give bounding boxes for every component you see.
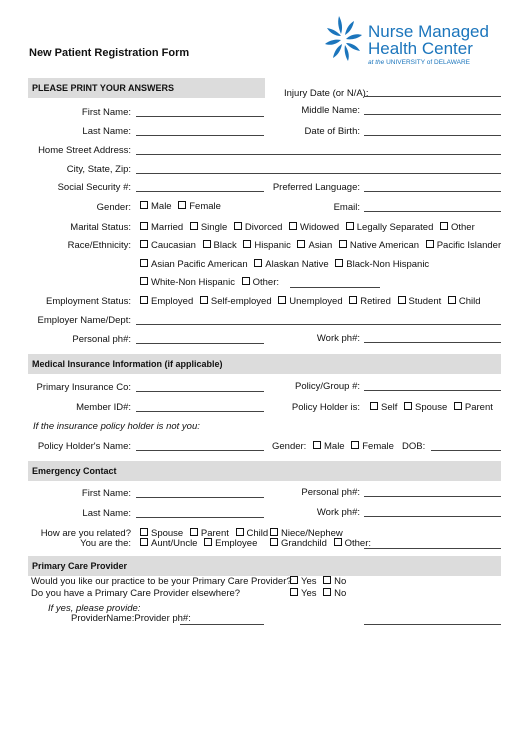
marital-label: Marital Status: (70, 222, 131, 233)
if-yes-label: If yes, please provide: (48, 603, 141, 614)
policy-group-field[interactable] (364, 390, 501, 391)
first-name-label: First Name: (81, 107, 131, 118)
last-name-field[interactable] (136, 135, 264, 136)
related-niece-checkbox[interactable]: Niece/Nephew (270, 528, 343, 539)
ssn-label: Social Security #: (57, 182, 131, 193)
section-header-emergency: Emergency Contact (28, 461, 501, 481)
ec-personal-field[interactable] (364, 496, 501, 497)
personal-ph-label: Personal ph#: (72, 334, 131, 345)
holder-name-field[interactable] (136, 450, 264, 451)
related-spouse-checkbox[interactable]: Spouse (140, 528, 183, 539)
employment-child-checkbox[interactable]: Child (448, 296, 481, 307)
holder-spouse-checkbox[interactable]: Spouse (404, 402, 447, 413)
email-field[interactable] (364, 211, 501, 212)
race-options-row1 (140, 240, 505, 252)
ec-work-field[interactable] (364, 516, 501, 517)
gender-options (140, 201, 225, 213)
holder-male-checkbox[interactable]: Male (313, 441, 345, 452)
race-white-non-hispanic-checkbox[interactable]: White-Non Hispanic (140, 277, 235, 288)
race-black-non-hispanic-checkbox[interactable]: Black-Non Hispanic (335, 259, 429, 270)
section-header-primary: Primary Care Provider (28, 556, 501, 576)
ec-first-field[interactable] (136, 497, 264, 498)
employment-unemployed-checkbox[interactable]: Unemployed (278, 296, 342, 307)
related-other-checkbox[interactable]: Other: (334, 538, 371, 549)
logo (322, 14, 512, 70)
employment-options (140, 296, 485, 308)
pcp-q2-options (290, 588, 350, 600)
section-header-print: PLEASE PRINT YOUR ANSWERS (28, 78, 265, 98)
marital-options (140, 222, 479, 234)
not-you-note: If the insurance policy holder is not you: (33, 421, 200, 432)
employment-retired-checkbox[interactable]: Retired (349, 296, 391, 307)
employment-employed-checkbox[interactable]: Employed (140, 296, 193, 307)
related-label: How are you related? (40, 528, 131, 539)
provider-ph-field[interactable] (364, 624, 501, 625)
provider-name-field[interactable] (180, 624, 264, 625)
related-options-row2b (270, 538, 375, 550)
gender-male-checkbox[interactable]: Male (140, 201, 172, 212)
logo-tagline-prefix: at the (368, 59, 385, 66)
pcp-q1-options (290, 576, 350, 588)
ec-work-label: Work ph#: (316, 507, 360, 518)
logo-tagline-name: UNIVERSITY of DELAWARE (386, 59, 470, 66)
email-label: Email: (333, 202, 360, 213)
work-ph-label: Work ph#: (316, 333, 360, 344)
policy-group-label: Policy/Group #: (295, 381, 360, 392)
holder-gender-options (313, 441, 398, 453)
dob-label: Date of Birth: (304, 126, 360, 137)
city-label: City, State, Zip: (66, 164, 131, 175)
last-name-label: Last Name: (82, 126, 131, 137)
related-grandchild-checkbox[interactable]: Grandchild (270, 538, 327, 549)
q2-no-checkbox[interactable]: No (323, 588, 346, 599)
race-label: Race/Ethnicity: (67, 240, 131, 251)
middle-name-field[interactable] (364, 114, 501, 115)
marital-separated-checkbox[interactable]: Legally Separated (346, 222, 434, 233)
primary-ins-field[interactable] (136, 391, 264, 392)
ssn-field[interactable] (136, 191, 264, 192)
holder-dob-field[interactable] (431, 450, 501, 451)
first-name-field[interactable] (136, 116, 264, 117)
gender-female-checkbox[interactable]: Female (178, 201, 221, 212)
employer-label: Employer Name/Dept: (37, 315, 131, 326)
race-hispanic-checkbox[interactable]: Hispanic (243, 240, 290, 251)
personal-ph-field[interactable] (136, 343, 264, 344)
pcp-question-2: Do you have a Primary Care Provider elsewhere? (31, 588, 241, 599)
page-title: New Patient Registration Form (29, 47, 190, 59)
marital-divorced-checkbox[interactable]: Divorced (234, 222, 283, 233)
race-caucasian-checkbox[interactable]: Caucasian (140, 240, 196, 251)
logo-line1: Nurse Managed (368, 22, 489, 41)
race-native-american-checkbox[interactable]: Native American (339, 240, 419, 251)
holder-dob-label: DOB: (402, 441, 426, 452)
marital-widowed-checkbox[interactable]: Widowed (289, 222, 339, 233)
address-label: Home Street Address: (38, 145, 131, 156)
nurse-logo-icon (322, 14, 366, 66)
middle-name-label: Middle Name: (301, 105, 360, 116)
employment-label: Employment Status: (45, 296, 131, 307)
gender-label: Gender: (96, 202, 131, 213)
marital-married-checkbox[interactable]: Married (140, 222, 183, 233)
race-options-row2 (140, 259, 433, 271)
pcp-question-1: Would you like our practice to be your Primary Care Provider? (31, 576, 292, 587)
holder-female-checkbox[interactable]: Female (351, 441, 394, 452)
provider-name-label: ProviderName:Provider ph#: (71, 613, 191, 624)
holder-gender-label: Gender: (272, 441, 307, 452)
employer-field[interactable] (136, 324, 501, 325)
ec-first-label: First Name: (81, 488, 131, 499)
you-are-label: You are the: (80, 538, 131, 549)
related-employee-checkbox[interactable]: Employee (204, 538, 257, 549)
member-id-label: Member ID#: (76, 402, 131, 413)
dob-field[interactable] (364, 135, 501, 136)
policy-holder-is-label: Policy Holder is: (291, 402, 360, 413)
related-child-checkbox[interactable]: Child (236, 528, 269, 539)
primary-ins-label: Primary Insurance Co: (36, 382, 131, 393)
q1-no-checkbox[interactable]: No (323, 576, 346, 587)
policy-holder-options (370, 402, 497, 414)
race-asian-checkbox[interactable]: Asian (297, 240, 332, 251)
ec-last-label: Last Name: (82, 508, 131, 519)
employment-student-checkbox[interactable]: Student (398, 296, 442, 307)
ec-last-field[interactable] (136, 517, 264, 518)
logo-line2: Health Center (368, 39, 473, 58)
section-header-insurance: Medical Insurance Information (if applicable) (28, 354, 501, 374)
city-field[interactable] (136, 173, 501, 174)
race-other-checkbox[interactable]: Other: (242, 277, 279, 288)
related-parent-checkbox[interactable]: Parent (190, 528, 229, 539)
employment-self-checkbox[interactable]: Self-employed (200, 296, 272, 307)
work-ph-field[interactable] (364, 342, 501, 343)
ec-personal-label: Personal ph#: (301, 487, 360, 498)
marital-other-checkbox[interactable]: Other (440, 222, 475, 233)
pref-lang-field[interactable] (364, 191, 501, 192)
q2-yes-checkbox[interactable]: Yes (290, 588, 317, 599)
race-asian-pacific-checkbox[interactable]: Asian Pacific American (140, 259, 248, 270)
related-aunt-checkbox[interactable]: Aunt/Uncle (140, 538, 197, 549)
related-other-field[interactable] (364, 548, 501, 549)
holder-self-checkbox[interactable]: Self (370, 402, 397, 413)
holder-name-label: Policy Holder's Name: (37, 441, 131, 452)
injury-date-label: Injury Date (or N/A): (284, 88, 369, 99)
pref-lang-label: Preferred Language: (272, 182, 360, 193)
injury-date-field[interactable] (364, 96, 501, 97)
race-options-row3 (140, 277, 283, 289)
race-pacific-islander-checkbox[interactable]: Pacific Islander (426, 240, 501, 251)
marital-single-checkbox[interactable]: Single (190, 222, 227, 233)
member-id-field[interactable] (136, 411, 264, 412)
race-alaskan-checkbox[interactable]: Alaskan Native (254, 259, 328, 270)
q1-yes-checkbox[interactable]: Yes (290, 576, 317, 587)
related-options-row2 (140, 538, 261, 550)
race-other-field[interactable] (290, 287, 380, 288)
address-field[interactable] (136, 154, 501, 155)
race-black-checkbox[interactable]: Black (203, 240, 237, 251)
holder-parent-checkbox[interactable]: Parent (454, 402, 493, 413)
